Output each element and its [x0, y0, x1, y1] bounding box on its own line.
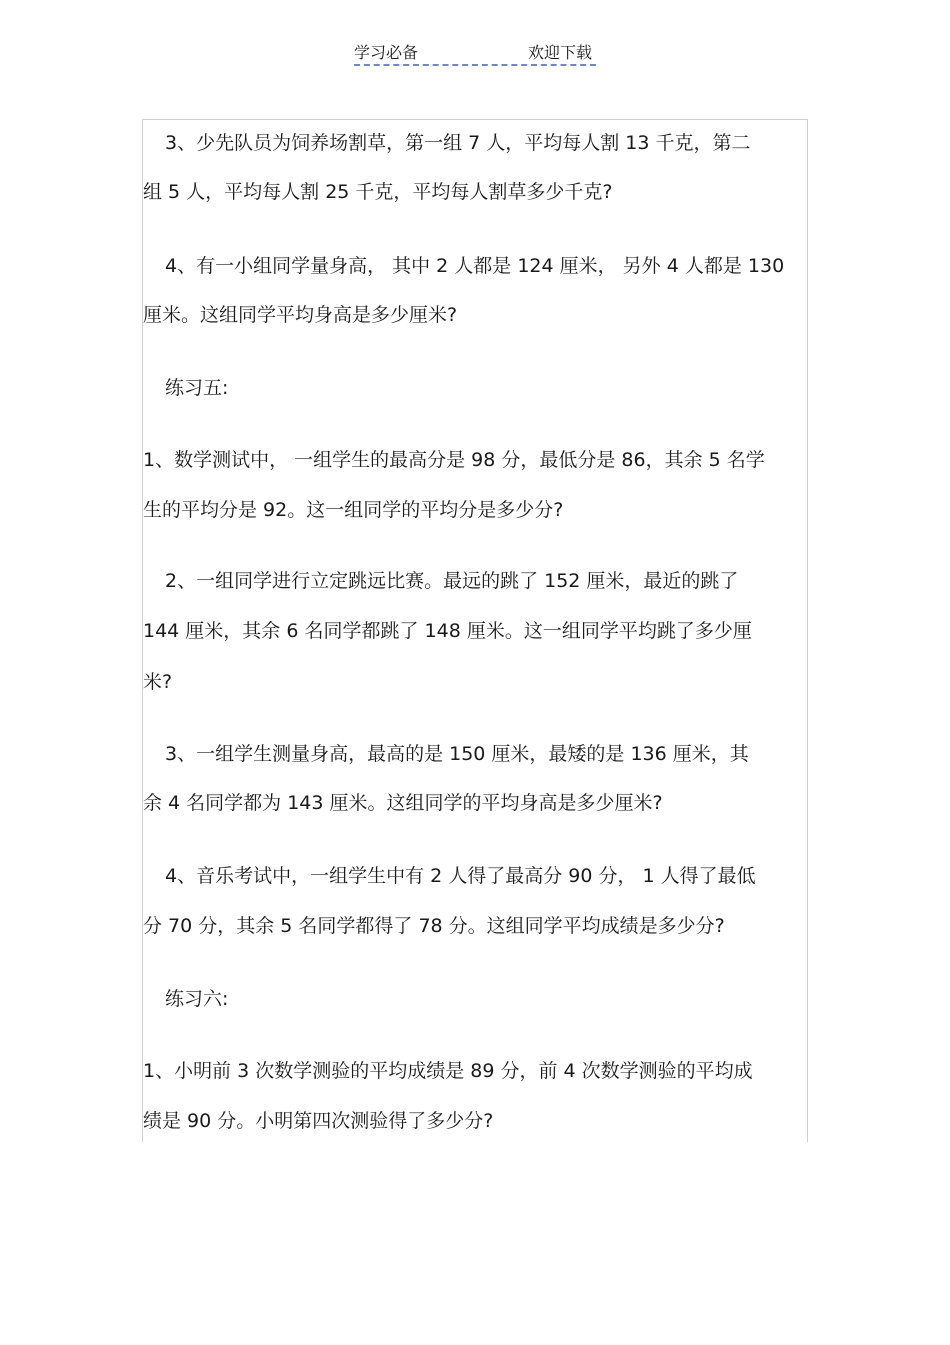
text-line: 2、一组同学进行立定跳远比赛。最远的跳了 152 厘米，最近的跳了 [165, 570, 739, 592]
text-line: 144 厘米，其余 6 名同学都跳了 148 厘米。这一组同学平均跳了多少厘 [143, 620, 752, 642]
header-left-text: 学习必备 [354, 43, 419, 62]
text-line: 3、一组学生测量身高，最高的是 150 厘米，最矮的是 136 厘米，其 [165, 743, 749, 765]
text-line: 生的平均分是 92。这一组同学的平均分是多少分? [143, 499, 564, 521]
page-header [354, 42, 596, 66]
text-line: 3、少先队员为饲养场割草，第一组 7 人，平均每人割 13 千克，第二 [165, 132, 751, 154]
content-frame [142, 119, 808, 1142]
text-line: 绩是 90 分。小明第四次测验得了多少分? [143, 1110, 494, 1132]
section-heading: 练习六: [165, 988, 229, 1010]
text-line: 分 70 分，其余 5 名同学都得了 78 分。这组同学平均成绩是多少分? [143, 915, 725, 937]
text-line: 组 5 人，平均每人割 25 千克，平均每人割草多少千克? [143, 181, 613, 203]
text-line: 厘米。这组同学平均身高是多少厘米? [143, 304, 458, 326]
section-heading: 练习五: [165, 377, 229, 399]
header-right-text: 欢迎下载 [527, 43, 592, 62]
text-line: 米? [143, 671, 173, 693]
text-line: 4、音乐考试中，一组学生中有 2 人得了最高分 90 分， 1 人得了最低 [165, 865, 756, 887]
text-line: 4、有一小组同学量身高， 其中 2 人都是 124 厘米， 另外 4 人都是 130 [165, 255, 785, 277]
text-line: 1、小明前 3 次数学测验的平均成绩是 89 分，前 4 次数学测验的平均成 [143, 1060, 753, 1082]
text-line: 余 4 名同学都为 143 厘米。这组同学的平均身高是多少厘米? [143, 792, 663, 814]
text-line: 1、数学测试中， 一组学生的最高分是 98 分，最低分是 86，其余 5 名学 [143, 449, 765, 471]
